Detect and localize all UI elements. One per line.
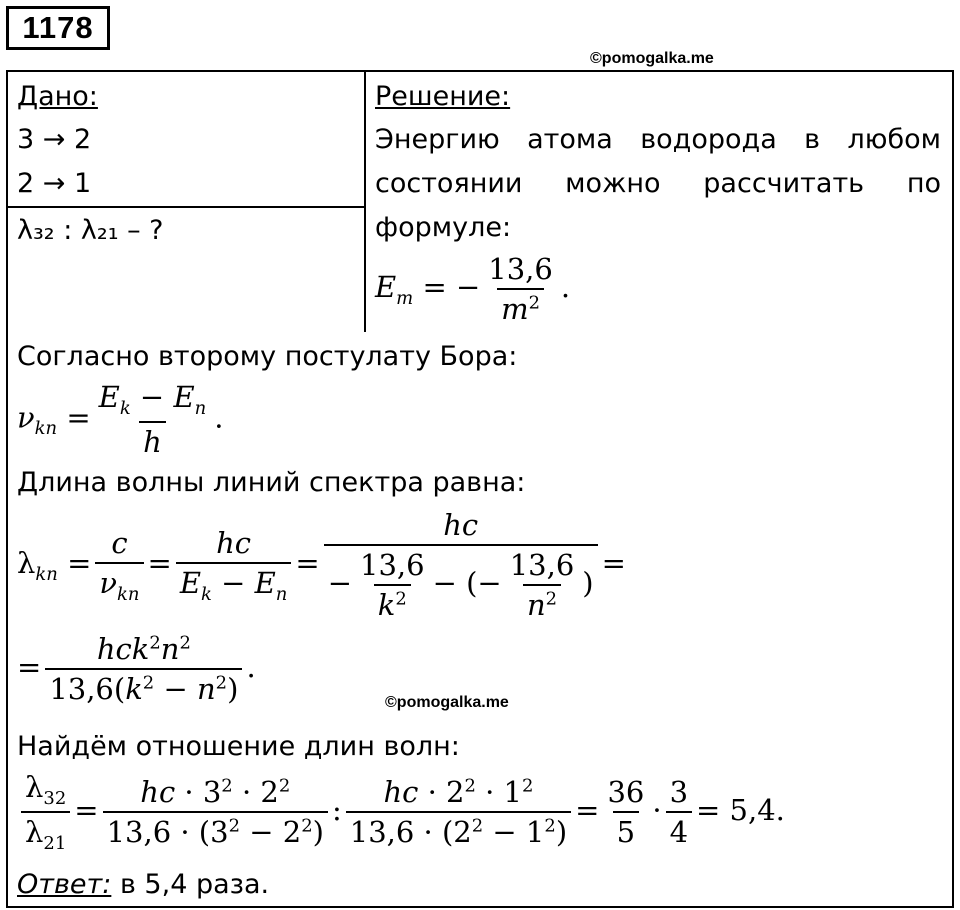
ratio-text: Найдём отношение длин волн:: [17, 731, 460, 762]
watermark-top: ©pomogalka.me: [590, 50, 714, 67]
frequency-formula: $\nu_{kn}$ = $\frac{E_k - E_n}{h}$ .: [17, 380, 224, 459]
energy-numerator: 13,6: [488, 252, 553, 286]
table-top-border: [6, 70, 954, 72]
const-13-6-e: 13,6: [349, 814, 415, 849]
const-13-6-d: 13,6: [106, 814, 172, 849]
problem-number: 1178: [6, 6, 110, 50]
find-line: λ₃₂ : λ₂₁ – ?: [17, 215, 164, 246]
given-find-divider: [6, 206, 364, 208]
answer-line: [17, 868, 269, 902]
wavelength-formula-result: = $\frac{hck^2n^2}{13,6(k^2 - n^2)}$ .: [17, 632, 256, 706]
solution-intro-line-2: состоянии можно рассчитать по: [375, 168, 941, 199]
ratio-formula: $\frac{\lambda_{32}}{\lambda_{21}}$ = $\frac{hc \cdot 3^2 \cdot 2^2}{13,6 \cdot (3^2 - 2^2)}$ : $\frac{hc \cdot 2^2 \cdot 1^2}{13,6 \cdot (2^2 - 1^2)}$ = $\frac{36}{5}$ · $\frac{3}{4}$ = 5,4.: [17, 770, 785, 854]
ratio-result: = 5,4.: [696, 792, 785, 827]
given-line-2: 2 → 1: [17, 168, 92, 199]
given-header: Дано:: [17, 81, 98, 112]
solution-header: Решение:: [375, 81, 511, 112]
table-left-border: [6, 70, 8, 908]
const-13-6-a: 13,6: [360, 548, 425, 582]
energy-formula: $E_m$ = − $\frac{13,6}{m^2}$ .: [375, 252, 571, 326]
table-bottom-border: [6, 906, 954, 908]
solution-intro-line-3: формуле:: [375, 212, 512, 243]
const-13-6-c: 13,6: [49, 672, 114, 706]
frac-3: 3: [669, 774, 689, 809]
const-13-6-b: 13,6: [509, 548, 575, 582]
wavelength-formula: $\lambda_{kn}$ = $\frac{c}{\nu_{kn}}$ = $\frac{hc}{E_k - E_n}$ = hc − $\frac{13,6}{k^2}$ − (− $\frac{13,6}{n^2}$ ) =: [17, 508, 626, 622]
answer-value: в 5,4 раза.: [119, 869, 270, 900]
solution-intro-line-1: Энергию атома водорода в любом: [375, 124, 941, 155]
frac-5: 5: [613, 811, 639, 849]
wavelength-text: Длина волны линий спектра равна:: [17, 467, 526, 498]
given-divider: [364, 70, 366, 332]
frac-36: 36: [607, 774, 645, 809]
frac-4: 4: [666, 811, 692, 849]
given-line-1: 3 → 2: [17, 124, 92, 155]
answer-label: Ответ:: [17, 869, 112, 900]
watermark-middle: ©pomogalka.me: [385, 694, 509, 711]
table-right-border: [952, 70, 954, 908]
bohr-postulate-text: Согласно второму постулату Бора:: [17, 341, 518, 372]
